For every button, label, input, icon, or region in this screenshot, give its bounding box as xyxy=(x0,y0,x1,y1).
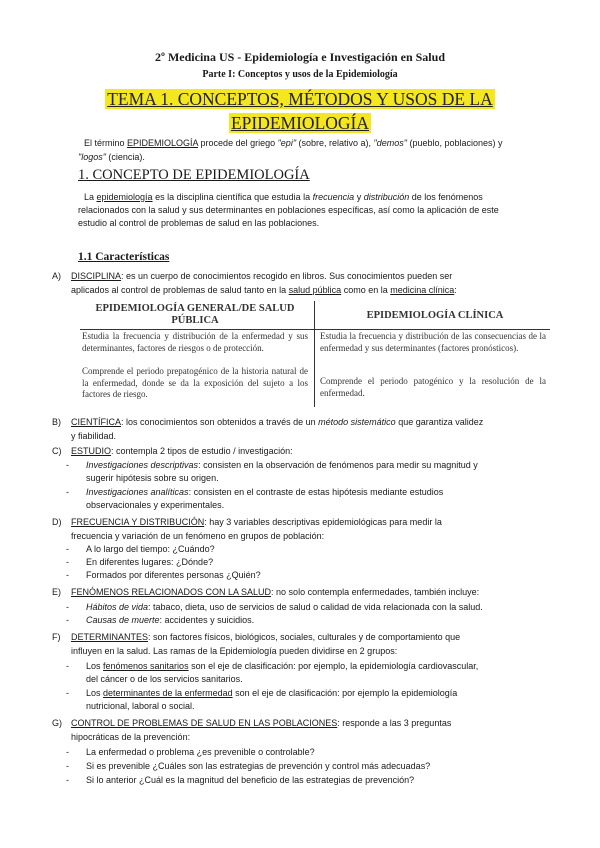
sub-item-text: : consisten en la observación de fenómenos para medir su magnitud y xyxy=(198,460,478,470)
page-title xyxy=(60,87,540,135)
sub-item-text: son el eje de clasificación: por ejemplo la epidemiología xyxy=(232,688,458,698)
title-line-1: TEMA 1. CONCEPTOS, MÉTODOS Y USOS DE LA xyxy=(107,89,493,109)
part-header: Parte I: Conceptos y usos de la Epidemiología xyxy=(202,69,398,80)
sub-item xyxy=(66,760,561,773)
item-keyword: DETERMINANTES xyxy=(71,632,149,642)
sub-item-text: Si es prevenible ¿Cuáles son las estrategias de prevención y control más adecuadas? xyxy=(86,761,431,771)
sub-item-text: : accidentes y suicidios. xyxy=(159,615,255,625)
section-title: CONCEPTO DE EPIDEMIOLOGÍA xyxy=(92,167,310,183)
sub-item-text: nutricional, laboral o social. xyxy=(86,701,195,711)
item-text: aplicados al control de problemas de salud tanto en la xyxy=(71,284,289,295)
list-item-a xyxy=(52,270,552,297)
definition-line-2: relacionados con la salud y sus determinantes en poblaciones específicas, así como la aplicación de este xyxy=(78,205,499,215)
intro-term: "epi" xyxy=(277,138,297,148)
item-keyword: ESTUDIO xyxy=(71,446,112,456)
sub-item xyxy=(66,774,561,787)
item-text: y fiabilidad. xyxy=(71,430,117,441)
sub-item-text: del cáncer o de los servicios sanitarios. xyxy=(86,674,243,684)
list-letter: C) xyxy=(52,446,62,456)
list-letter: A) xyxy=(52,271,61,281)
bullet-dash: - xyxy=(66,761,69,771)
intro-text: (pueblo, poblaciones) y xyxy=(406,138,503,148)
subsection-heading: 1.1 Características xyxy=(78,251,170,263)
definition-term: epidemiología xyxy=(96,192,153,202)
bullet-dash: - xyxy=(66,661,69,671)
bullet-dash: - xyxy=(66,557,69,567)
bullet-dash: - xyxy=(66,747,69,757)
intro-text: (sobre, relativo a), xyxy=(296,138,374,148)
section-heading xyxy=(78,167,310,184)
definition-text: y xyxy=(354,192,364,202)
table-cell: Estudia la frecuencia y distribución de la enfermedad y sus determinantes, factores de riesgos o de protección. xyxy=(82,331,308,353)
item-text: : son factores físicos, biológicos, sociales, culturales y de comportamiento que xyxy=(148,632,461,642)
list-item-d xyxy=(52,516,552,543)
sub-item xyxy=(66,556,556,569)
item-keyword: FENÓMENOS RELACIONADOS CON LA SALUD xyxy=(71,587,272,597)
item-text: : contempla 2 tipos de estudio / investigación: xyxy=(111,446,293,456)
item-text: como en la xyxy=(341,284,391,295)
list-letter: B) xyxy=(52,417,61,427)
sub-item-term: determinantes de la enfermedad xyxy=(103,688,233,698)
definition-text: de los fenómenos xyxy=(409,192,483,202)
item-text: hipocráticas de la prevención: xyxy=(71,731,191,742)
sub-item-text: : consisten en el contraste de estas hipótesis mediante estudios xyxy=(188,487,444,497)
list-letter: G) xyxy=(52,718,62,728)
sub-item xyxy=(66,569,556,582)
list-item-e xyxy=(52,586,552,600)
bullet-dash: - xyxy=(66,460,69,470)
comparison-table xyxy=(80,301,550,411)
sub-item-text: son el eje de clasificación: por ejemplo, la epidemiología cardiovascular, xyxy=(188,661,479,671)
list-item-g xyxy=(52,717,552,744)
bullet-dash: - xyxy=(66,570,69,580)
sub-item-text: En diferentes lugares: ¿Dónde? xyxy=(86,557,214,567)
item-term: método sistemático xyxy=(318,417,396,427)
item-keyword: CONTROL DE PROBLEMAS DE SALUD EN LAS POBLACIONES xyxy=(71,718,338,728)
sub-item xyxy=(66,614,556,627)
item-text: : no solo contempla enfermedades, también incluye: xyxy=(271,587,480,597)
sub-item-term: Investigaciones descriptivas xyxy=(86,460,199,470)
table-divider xyxy=(314,301,315,407)
sub-item xyxy=(66,601,556,614)
bullet-dash: - xyxy=(66,544,69,554)
list-letter: D) xyxy=(52,517,62,527)
bullet-dash: - xyxy=(66,487,69,497)
table-divider xyxy=(80,329,550,330)
table-cell: Comprende el periodo patogénico y la resolución de la enfermedad. xyxy=(320,376,546,398)
item-text: : hay 3 variables descriptivas epidemiológicas para medir la xyxy=(204,517,442,527)
sub-item-text: Formados por diferentes personas ¿Quién? xyxy=(86,570,261,580)
item-term: medicina clínica xyxy=(390,284,455,295)
list-letter: F) xyxy=(52,632,61,642)
table-header-general: EPIDEMIOLOGÍA GENERAL/DE SALUD PÚBLICA xyxy=(95,303,295,326)
sub-item-text: Los xyxy=(86,661,104,671)
intro-term: "demos" xyxy=(373,138,407,148)
sub-item-text: sugerir hipótesis sobre su origen. xyxy=(86,473,219,483)
sub-item-term: Causas de muerte xyxy=(86,615,160,625)
item-text: que garantiza validez xyxy=(395,417,484,427)
sub-item-text: Si lo anterior ¿Cuál es la magnitud del beneficio de las estrategias de prevención? xyxy=(86,775,415,785)
sub-item xyxy=(66,459,556,485)
definition-line-1 xyxy=(84,191,554,205)
sub-item-term: Hábitos de vida xyxy=(86,602,149,612)
sub-item xyxy=(66,687,561,713)
table-cell: Comprende el periodo prepatogénico de la historia natural de la enfermedad, donde se da la exposición del sujeto a los factores de riesgo. xyxy=(82,366,308,399)
bullet-dash: - xyxy=(66,602,69,612)
list-item-f xyxy=(52,631,552,658)
intro-paragraph xyxy=(84,137,554,151)
item-text: influyen en la salud. Las ramas de la Epidemiología pueden dividirse en 2 grupos: xyxy=(71,645,398,656)
definition-text: La xyxy=(84,192,97,202)
intro-text: procede del griego xyxy=(198,138,278,148)
list-item-c xyxy=(52,445,552,459)
course-header: 2º Medicina US - Epidemiología e Investigación en Salud xyxy=(155,50,445,64)
item-text: : los conocimientos son obtenidos a través de un xyxy=(121,417,319,427)
list-item-b xyxy=(52,416,552,443)
bullet-dash: - xyxy=(66,775,69,785)
table-header-clinica: EPIDEMIOLOGÍA CLÍNICA xyxy=(366,310,504,321)
intro-text: El término xyxy=(84,138,128,148)
sub-item xyxy=(66,746,561,759)
table-cell: Estudia la frecuencia y distribución de las consecuencias de la enfermedad y sus determinantes (factores pronósticos). xyxy=(320,331,546,353)
item-text: frecuencia y variación de un fenómeno en grupos de población: xyxy=(71,530,325,541)
sub-item-text: A lo largo del tiempo: ¿Cuándo? xyxy=(86,544,215,554)
sub-item-term: Investigaciones analíticas xyxy=(86,487,189,497)
item-text: : xyxy=(454,284,457,295)
intro-text: (ciencia). xyxy=(105,152,145,162)
item-keyword: DISCIPLINA xyxy=(71,271,122,281)
sub-item xyxy=(66,660,561,686)
list-letter: E) xyxy=(52,587,61,597)
item-text: : responde a las 3 preguntas xyxy=(337,718,452,728)
item-term: salud pública xyxy=(288,284,342,295)
sub-item-text: La enfermedad o problema ¿es prevenible o controlable? xyxy=(86,747,315,757)
item-keyword: FRECUENCIA Y DISTRIBUCIÓN xyxy=(71,517,205,527)
bullet-dash: - xyxy=(66,615,69,625)
section-number: 1. xyxy=(78,167,93,183)
intro-paragraph-line-2 xyxy=(78,151,145,165)
intro-term: EPIDEMIOLOGÍA xyxy=(127,138,199,148)
sub-item-text: Los xyxy=(86,688,104,698)
definition-term: frecuencia xyxy=(312,192,355,202)
definition-text: es la disciplina científica que estudia la xyxy=(152,192,313,202)
definition-line-3: estudio al control de problemas de salud en las poblaciones. xyxy=(78,218,320,228)
title-line-2: EPIDEMIOLOGÍA xyxy=(230,113,370,133)
bullet-dash: - xyxy=(66,688,69,698)
item-text: : es un cuerpo de conocimientos recogido en libros. Sus conocimientos pueden ser xyxy=(121,271,453,281)
item-keyword: CIENTÍFICA xyxy=(71,417,122,427)
sub-item xyxy=(66,543,556,556)
sub-item-text: observacionales y experimentales. xyxy=(86,500,225,510)
sub-item xyxy=(66,486,556,512)
intro-term: "logos" xyxy=(78,152,106,162)
definition-term: distribución xyxy=(363,192,410,202)
sub-item-text: : tabaco, dieta, uso de servicios de salud o calidad de vida relacionada con la salud. xyxy=(148,602,483,612)
sub-item-term: fenómenos sanitarios xyxy=(103,661,189,671)
